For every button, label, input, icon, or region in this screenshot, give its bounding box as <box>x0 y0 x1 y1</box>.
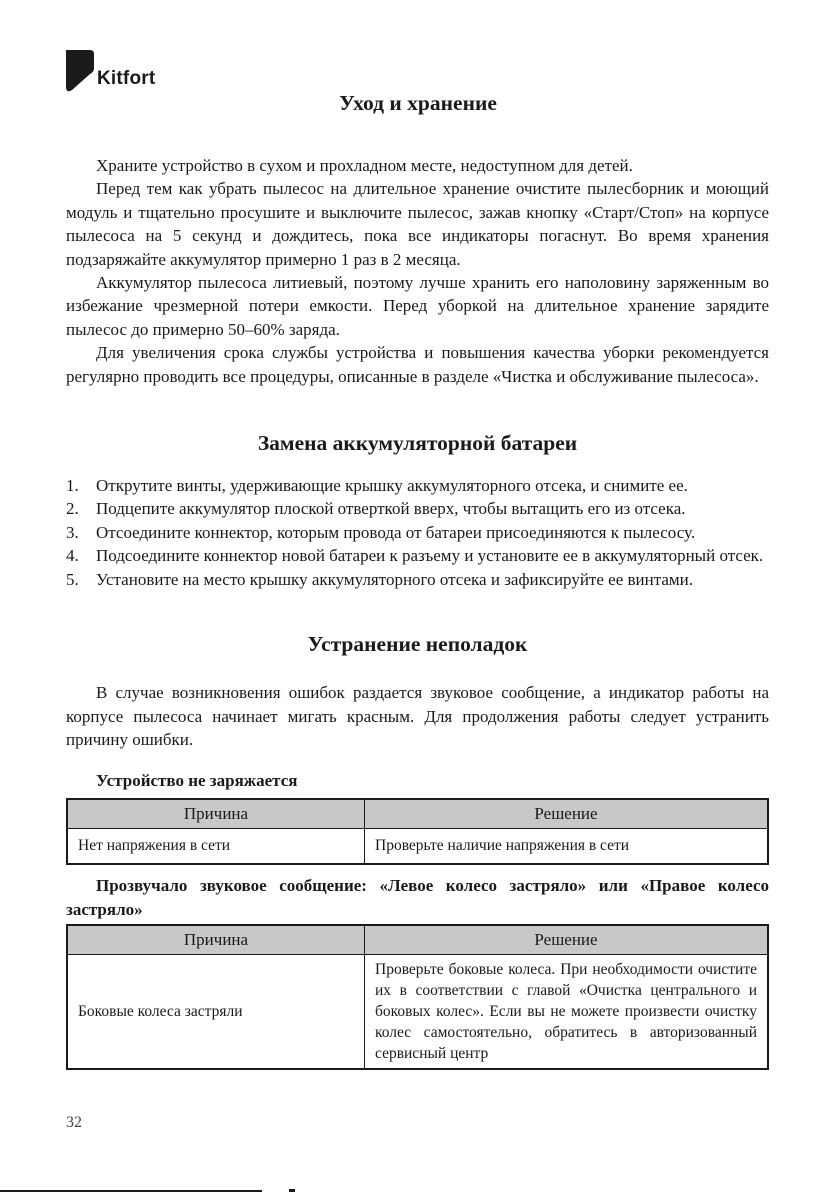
brand-logo <box>66 50 155 92</box>
troubleshooting-table <box>66 798 769 866</box>
paragraph: Храните устройство в сухом и прохладном месте, недоступном для детей. <box>96 156 633 175</box>
solution-cell: Проверьте боковые колеса. При необходимости очистите их в соответствии с главой «Очистка центрального и боковых колес». Если вы не можете произвести очистку колес самостоятельно, обратитесь в авторизованный сервисный центр <box>365 955 769 1070</box>
problem-heading: Устройство не заряжается <box>96 771 298 791</box>
page-number: 32 <box>66 1114 82 1131</box>
page-content <box>66 88 769 1070</box>
paragraph: Перед тем как убрать пылесос на длительное хранение очистите пылесборник и моющий модуль и тщательно просушите и выключите пылесос, зажав кнопку «Старт/Стоп» на корпусе пылесоса на 5 секунд и дождитесь, пока все индикаторы погаснут. Во время хранения подзаряжайте аккумулятор примерно 1 раз в 2 месяца. <box>66 179 769 269</box>
column-header-solution: Решение <box>365 925 769 955</box>
step-text: Подсоедините коннектор новой батареи к разъему и установите ее в аккумуляторный отсек. <box>96 546 764 566</box>
section-title-troubleshooting: Устранение неполадок <box>307 632 528 657</box>
column-header-solution: Решение <box>365 799 769 829</box>
battery-steps-list <box>66 474 769 591</box>
problem-heading: Прозвучало звуковое сообщение: «Левое колесо застряло» или «Правое колесо застряло» <box>66 876 769 919</box>
step-number: 4. <box>66 546 79 566</box>
paragraph: Аккумулятор пылесоса литиевый, поэтому лучше хранить его наполовину заряженным во избежание чрезмерной потери емкости. Перед уборкой на длительное хранение зарядите пылесос до примерно 50–60% заряда. <box>66 273 769 339</box>
table-header-row <box>67 925 768 955</box>
bottom-mark <box>289 1189 295 1192</box>
step-number: 3. <box>66 522 79 542</box>
step-text: Отсоедините коннектор, которым провода от батареи присоединяются к пылесосу. <box>96 522 696 542</box>
brand-name: Kitfort <box>97 68 156 89</box>
list-item <box>66 568 769 591</box>
step-number: 2. <box>66 499 79 519</box>
column-header-cause: Причина <box>67 925 365 955</box>
step-number: 1. <box>66 476 79 496</box>
solution-cell: Проверьте наличие напряжения в сети <box>365 828 769 864</box>
list-item <box>66 521 769 544</box>
list-item <box>66 474 769 497</box>
paragraph: В случае возникновения ошибок раздается звуковое сообщение, а индикатор работы на корпусе пылесоса начинает мигать красным. Для продолжения работы следует устранить причину ошибки. <box>66 683 769 749</box>
table-header-row <box>67 799 768 829</box>
paragraph: Для увеличения срока службы устройства и повышения качества уборки рекомендуется регулярно проводить все процедуры, описанные в разделе «Чистка и обслуживание пылесоса». <box>66 343 769 386</box>
cause-cell: Нет напряжения в сети <box>67 828 365 864</box>
troubleshooting-table <box>66 924 769 1070</box>
table-row <box>67 828 768 864</box>
column-header-cause: Причина <box>67 799 365 829</box>
step-text: Установите на место крышку аккумуляторного отсека и зафиксируйте ее винтами. <box>96 569 694 589</box>
list-item <box>66 544 769 567</box>
bottom-rule <box>0 1190 262 1192</box>
section-title-care: Уход и хранение <box>339 91 497 115</box>
list-item <box>66 497 769 520</box>
section-title-battery: Замена аккумуляторной батареи <box>257 431 578 456</box>
table-row <box>67 955 768 1070</box>
step-number: 5. <box>66 569 79 589</box>
kitfort-logo-icon <box>66 50 94 92</box>
cause-cell: Боковые колеса застряли <box>67 955 365 1070</box>
step-text: Подцепите аккумулятор плоской отверткой вверх, чтобы вытащить его из отсека. <box>96 499 686 519</box>
step-text: Открутите винты, удерживающие крышку аккумуляторного отсека, и снимите ее. <box>96 476 688 496</box>
